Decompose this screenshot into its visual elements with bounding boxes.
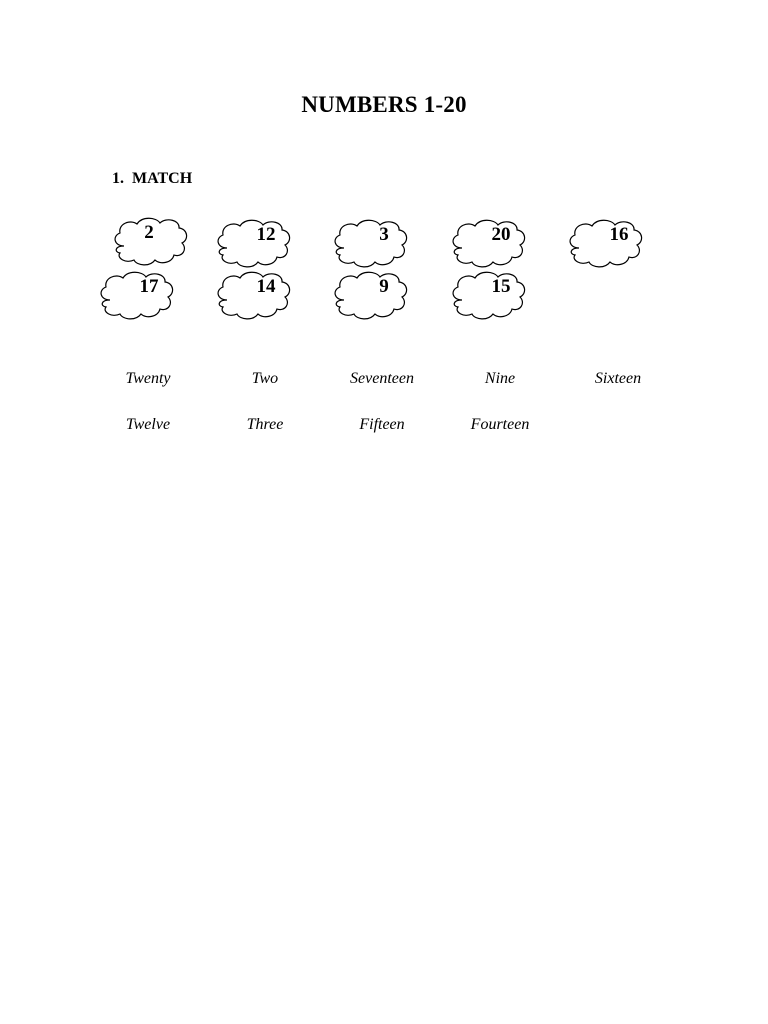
cloud-number: 20 <box>491 224 511 245</box>
number-word: Fifteen <box>359 416 405 433</box>
number-word: Twelve <box>125 416 171 433</box>
number-word: Sixteen <box>594 370 642 387</box>
number-cloud <box>213 218 293 270</box>
number-cloud <box>448 270 528 322</box>
number-cloud <box>213 270 293 322</box>
section-label: MATCH <box>132 170 193 187</box>
cloud-number: 12 <box>256 224 276 245</box>
cloud-number: 2 <box>144 222 154 243</box>
number-cloud <box>330 270 410 322</box>
number-word: Twenty <box>125 370 171 387</box>
number-cloud <box>96 270 176 322</box>
cloud-number: 3 <box>379 224 389 245</box>
section-heading <box>112 170 192 188</box>
number-cloud <box>330 218 410 270</box>
cloud-number: 16 <box>609 224 629 245</box>
cloud-number: 14 <box>256 276 276 297</box>
number-word: Nine <box>484 370 516 387</box>
cloud-number: 17 <box>139 276 159 297</box>
number-cloud <box>565 218 645 270</box>
cloud-number: 9 <box>379 276 389 297</box>
number-cloud <box>448 218 528 270</box>
number-word: Fourteen <box>470 416 530 433</box>
number-word: Three <box>246 416 284 433</box>
number-word: Seventeen <box>350 370 414 387</box>
page-title: NUMBERS 1-20 <box>301 92 467 117</box>
cloud-number: 15 <box>491 276 511 297</box>
number-cloud <box>110 216 190 268</box>
number-word: Two <box>251 370 279 387</box>
section-number: 1. <box>112 170 124 187</box>
